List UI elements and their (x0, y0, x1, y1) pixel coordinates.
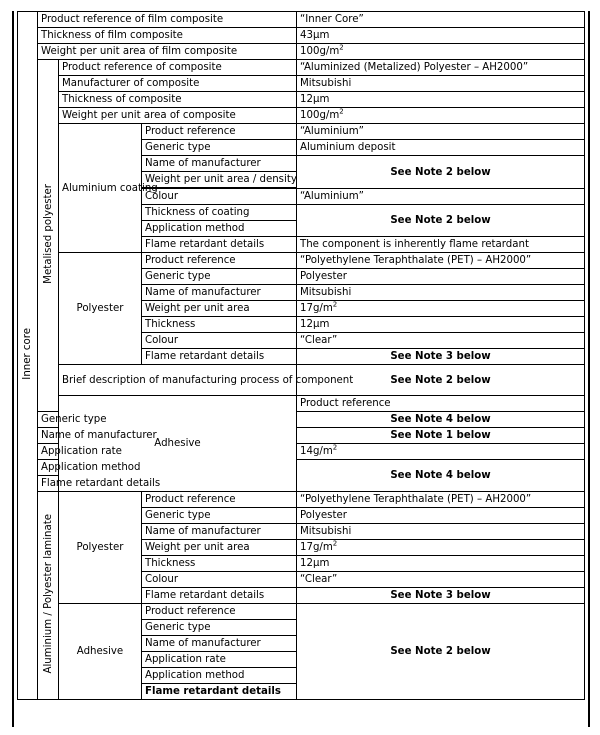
row-value: 43μm (297, 28, 585, 44)
row-label: Generic type (142, 269, 297, 285)
row-label: Flame retardant details (142, 588, 297, 604)
group-label-polyester: Polyester (59, 253, 142, 365)
row-label: Brief description of manufacturing process of component (59, 365, 297, 396)
row-value: “Polyethylene Teraphthalate (PET) – AH2000” (297, 253, 585, 269)
row-label: Application method (142, 668, 297, 684)
row-label: Weight per unit area (142, 301, 297, 317)
row-label: Flame retardant details (142, 349, 297, 365)
row-value: 12μm (297, 92, 585, 108)
row-label: Generic type (38, 412, 59, 428)
row-label: Thickness of composite (59, 92, 297, 108)
row-value: “Polyethylene Teraphthalate (PET) – AH2000” (297, 492, 585, 508)
row-label: Product reference of composite (59, 60, 297, 76)
row-label: Name of manufacturer (38, 428, 59, 444)
row-label: Generic type (142, 620, 297, 636)
row-label: Generic type (142, 140, 297, 156)
row-value: Polyester (297, 269, 585, 285)
row-label: Flame retardant details (38, 476, 59, 492)
specification-table (17, 11, 585, 700)
table-row (18, 44, 585, 60)
row-value: 12μm (297, 317, 585, 333)
row-label: Weight per unit area of film composite (38, 44, 297, 60)
row-value: Polyester (297, 508, 585, 524)
row-value: Mitsubishi (297, 76, 585, 92)
row-label: Thickness (142, 556, 297, 572)
table-row (18, 365, 585, 396)
row-value: $14g/m^2$ (297, 444, 585, 460)
row-label: Manufacturer of composite (59, 76, 297, 92)
section-label-laminate: Aluminium / Polyester laminate (38, 492, 59, 700)
row-label: Colour (142, 333, 297, 349)
note-cell: See Note 4 below (297, 460, 585, 492)
row-label: Product reference of film composite (38, 12, 297, 28)
group-label-aluminium-coating: Aluminium coating (59, 124, 142, 253)
row-value: “Inner Core” (297, 12, 585, 28)
row-label: Product reference (142, 124, 297, 140)
row-label: Weight per unit area of composite (59, 108, 297, 124)
row-label: Weight per unit area / density (142, 172, 297, 188)
group-label-adhesive: Adhesive (59, 604, 142, 700)
group-label-adhesive: Adhesive (59, 396, 297, 492)
row-label: Flame retardant details (142, 237, 297, 253)
row-value: $100g/m^2$ (297, 44, 585, 60)
section-label-metalised-polyester: Metalised polyester (38, 60, 59, 412)
row-label: Product reference (142, 604, 297, 620)
row-label: Weight per unit area (142, 540, 297, 556)
row-value: $17g/m^2$ (297, 301, 585, 317)
table-row (18, 604, 585, 620)
note-cell: See Note 3 below (297, 588, 585, 604)
row-value: “Aluminized (Metalized) Polyester – AH2000” (297, 60, 585, 76)
row-value: Mitsubishi (297, 285, 585, 301)
row-value: $17g/m^2$ (297, 540, 585, 556)
table-row (18, 60, 585, 76)
table-row (18, 12, 585, 28)
row-label: Application method (142, 221, 297, 237)
row-value: 12μm (297, 556, 585, 572)
row-label: Name of manufacturer (142, 156, 297, 172)
note-cell: See Note 2 below (297, 365, 585, 396)
note-cell: See Note 2 below (297, 156, 585, 189)
row-label: Flame retardant details (142, 684, 297, 700)
table-row (18, 92, 585, 108)
row-label: Generic type (142, 508, 297, 524)
section-label-inner-core: Inner core (18, 12, 38, 700)
table-row (18, 253, 585, 269)
row-label: Thickness (142, 317, 297, 333)
row-label: Thickness of film composite (38, 28, 297, 44)
row-value: $100g/m^2$ (297, 108, 585, 124)
table-row (18, 492, 585, 508)
note-cell: See Note 2 below (297, 205, 585, 237)
table-row (18, 28, 585, 44)
row-value: The component is inherently flame retardant (297, 237, 585, 253)
row-label: Application rate (142, 652, 297, 668)
group-label-polyester: Polyester (59, 492, 142, 604)
row-label: Colour (142, 572, 297, 588)
row-value: “Aluminium” (297, 189, 585, 205)
row-label: Application rate (38, 444, 59, 460)
note-cell: See Note 4 below (297, 412, 585, 428)
row-value: “Clear” (297, 572, 585, 588)
row-label: Name of manufacturer (142, 636, 297, 652)
table-row (18, 396, 585, 412)
row-label: Product reference (297, 396, 585, 412)
table-row (18, 124, 585, 140)
row-value: Aluminium deposit (297, 140, 585, 156)
table-row (18, 76, 585, 92)
table-row (18, 108, 585, 124)
row-label: Name of manufacturer (142, 524, 297, 540)
note-cell: See Note 2 below (297, 604, 585, 700)
row-label: Name of manufacturer (142, 285, 297, 301)
row-value: “Clear” (297, 333, 585, 349)
row-label: Product reference (142, 492, 297, 508)
row-label: Thickness of coating (142, 205, 297, 221)
note-cell: See Note 3 below (297, 349, 585, 365)
row-value: Mitsubishi (297, 524, 585, 540)
row-label: Product reference (142, 253, 297, 269)
row-value: “Aluminium” (297, 124, 585, 140)
row-label: Colour (142, 189, 297, 205)
note-cell: See Note 1 below (297, 428, 585, 444)
row-label: Application method (38, 460, 59, 476)
